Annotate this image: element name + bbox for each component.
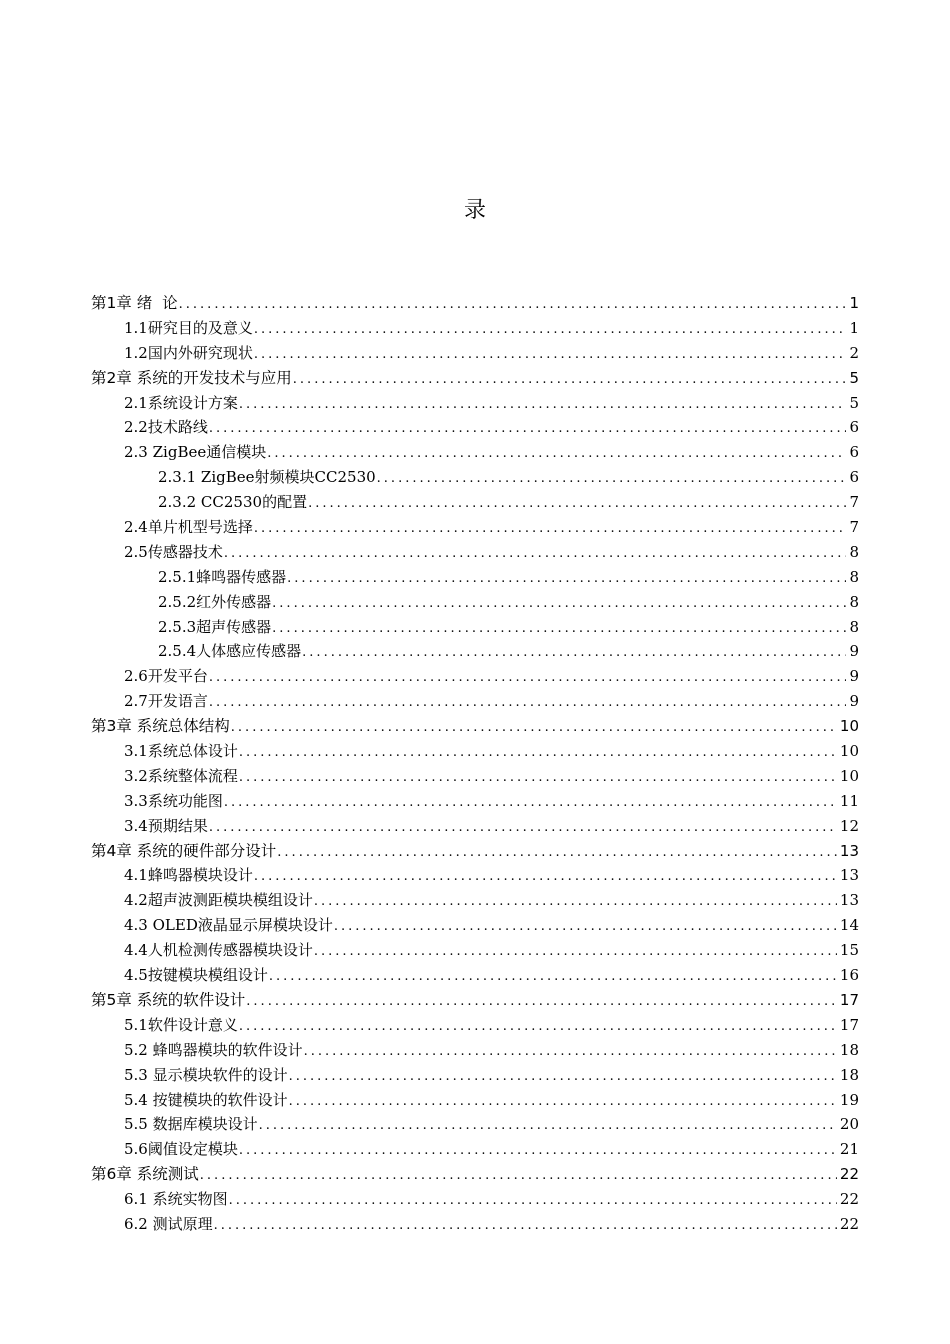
toc-entry-title: 4.3 OLED液晶显示屏模块设计	[124, 916, 333, 935]
toc-entry-title: 第2章 系统的开发技术与应用	[91, 368, 292, 387]
toc-dot-leader	[209, 417, 847, 440]
toc-dot-leader	[239, 393, 847, 416]
toc-page-number: 9	[849, 692, 859, 711]
toc-page-number: 13	[839, 841, 859, 860]
toc-section-entry[interactable]	[91, 540, 859, 565]
toc-entry-title: 4.2超声波测距模块模组设计	[124, 891, 313, 910]
toc-page-number: 6	[849, 418, 859, 437]
toc-chapter-entry[interactable]	[91, 366, 859, 391]
toc-section-entry[interactable]	[91, 1137, 859, 1162]
toc-dot-leader	[209, 666, 847, 689]
toc-entry-title: 第6章 系统测试	[91, 1165, 199, 1184]
toc-dot-leader	[239, 741, 837, 764]
toc-dot-leader	[254, 343, 847, 366]
toc-page-number: 10	[839, 766, 859, 785]
toc-section-entry[interactable]	[91, 440, 859, 465]
toc-section-entry[interactable]	[91, 341, 859, 366]
toc-page-number: 10	[839, 717, 859, 736]
toc-dot-leader	[209, 816, 837, 839]
toc-page-number: 17	[839, 1015, 859, 1034]
toc-page-number: 16	[839, 966, 859, 985]
toc-dot-leader	[214, 1214, 837, 1237]
toc-page-number: 1	[849, 318, 859, 337]
toc-page-number: 9	[849, 667, 859, 686]
toc-section-entry[interactable]	[91, 863, 859, 888]
toc-dot-leader	[239, 766, 837, 789]
toc-entry-title: 5.3 显示模块软件的设计	[124, 1065, 288, 1084]
toc-section-entry[interactable]	[91, 1187, 859, 1212]
toc-dot-leader	[239, 1015, 837, 1038]
toc-entry-title: 2.5.2红外传感器	[158, 592, 272, 611]
toc-section-entry[interactable]	[91, 1112, 859, 1137]
toc-dot-leader	[314, 890, 837, 913]
toc-section-entry[interactable]	[91, 639, 859, 664]
toc-entry-title: 2.3.2 CC2530的配置	[158, 493, 308, 512]
toc-entry-title: 2.6开发平台	[124, 667, 208, 686]
toc-dot-leader	[302, 641, 846, 664]
toc-page-number: 5	[849, 393, 859, 412]
toc-entry-title: 2.3 ZigBee通信模块	[124, 443, 267, 462]
toc-dot-leader	[289, 1090, 837, 1113]
toc-dot-leader	[308, 492, 846, 515]
toc-page-number: 13	[839, 866, 859, 885]
toc-section-entry[interactable]	[91, 1212, 859, 1237]
toc-dot-leader	[224, 791, 837, 814]
toc-section-entry[interactable]	[91, 764, 859, 789]
toc-page-number: 22	[839, 1214, 859, 1233]
toc-page-number: 5	[849, 368, 859, 387]
toc-section-entry[interactable]	[91, 938, 859, 963]
toc-chapter-entry[interactable]	[91, 988, 859, 1013]
toc-page-number: 21	[839, 1140, 859, 1159]
toc-entry-title: 3.4预期结果	[124, 816, 208, 835]
toc-dot-leader	[200, 1164, 837, 1187]
toc-page-number: 11	[839, 791, 859, 810]
toc-entry-title: 3.1系统总体设计	[124, 742, 238, 761]
toc-page-number: 19	[839, 1090, 859, 1109]
toc-page-number: 22	[839, 1165, 859, 1184]
toc-entry-title: 3.3系统功能图	[124, 791, 223, 810]
toc-entry-title: 4.5按键模块模组设计	[124, 966, 268, 985]
toc-section-entry[interactable]	[91, 1013, 859, 1038]
toc-section-entry[interactable]	[91, 739, 859, 764]
toc-section-entry[interactable]	[91, 963, 859, 988]
toc-dot-leader	[272, 617, 846, 640]
toc-section-entry[interactable]	[91, 391, 859, 416]
toc-dot-leader	[259, 1114, 837, 1137]
table-of-contents	[91, 291, 859, 1237]
toc-entry-title: 3.2系统整体流程	[124, 766, 238, 785]
toc-section-entry[interactable]	[91, 1088, 859, 1113]
toc-dot-leader	[304, 1040, 837, 1063]
toc-dot-leader	[277, 841, 837, 864]
toc-entry-title: 第5章 系统的软件设计	[91, 990, 246, 1009]
toc-entry-title: 2.7开发语言	[124, 692, 208, 711]
toc-entry-title: 2.2技术路线	[124, 418, 208, 437]
toc-entry-title: 2.4单片机型号选择	[124, 518, 253, 537]
toc-section-entry[interactable]	[91, 913, 859, 938]
toc-page-number: 8	[849, 617, 859, 636]
toc-dot-leader	[224, 542, 847, 565]
toc-dot-leader	[269, 965, 837, 988]
toc-dot-leader	[254, 865, 837, 888]
toc-page-number: 8	[849, 567, 859, 586]
toc-section-entry[interactable]	[91, 689, 859, 714]
toc-entry-title: 1.1研究目的及意义	[124, 318, 253, 337]
toc-page-number: 2	[849, 343, 859, 362]
toc-section-entry[interactable]	[91, 590, 859, 615]
toc-entry-title: 2.3.1 ZigBee射频模块CC2530	[158, 468, 376, 487]
toc-page-number: 1	[849, 294, 859, 312]
toc-entry-title: 5.1软件设计意义	[124, 1015, 238, 1034]
toc-entry-title: 2.5传感器技术	[124, 542, 223, 561]
toc-page-number: 6	[849, 443, 859, 462]
toc-page-number: 14	[839, 916, 859, 935]
toc-entry-title: 5.2 蜂鸣器模块的软件设计	[124, 1040, 303, 1059]
toc-dot-leader	[179, 293, 847, 316]
toc-chapter-entry[interactable]	[91, 291, 859, 316]
toc-entry-title: 第3章 系统总体结构	[91, 717, 230, 736]
toc-entry-title: 第4章 系统的硬件部分设计	[91, 841, 277, 860]
toc-dot-leader	[246, 990, 837, 1013]
toc-entry-title: 5.4 按键模块的软件设计	[124, 1090, 288, 1109]
toc-entry-title: 4.1蜂鸣器模块设计	[124, 866, 253, 885]
toc-chapter-entry[interactable]	[91, 1162, 859, 1187]
toc-page-number: 15	[839, 941, 859, 960]
toc-dot-leader	[254, 517, 847, 540]
toc-section-entry[interactable]	[91, 316, 859, 341]
toc-dot-leader	[254, 318, 847, 341]
toc-dot-leader	[314, 940, 837, 963]
toc-section-entry[interactable]	[91, 664, 859, 689]
toc-section-entry[interactable]	[91, 615, 859, 640]
toc-dot-leader	[209, 691, 847, 714]
toc-page-number: 13	[839, 891, 859, 910]
toc-entry-title: 5.6阈值设定模块	[124, 1140, 238, 1159]
toc-entry-title: 6.2 测试原理	[124, 1214, 213, 1233]
toc-section-entry[interactable]	[91, 565, 859, 590]
toc-page-number: 8	[849, 592, 859, 611]
toc-page-number: 8	[849, 542, 859, 561]
toc-entry-title: 6.1 系统实物图	[124, 1190, 228, 1209]
toc-page-number: 17	[839, 990, 859, 1009]
toc-page-number: 7	[849, 493, 859, 512]
toc-dot-leader	[272, 592, 846, 615]
toc-entry-title: 5.5 数据库模块设计	[124, 1115, 258, 1134]
toc-heading: 录	[463, 198, 486, 223]
toc-page-number: 22	[839, 1190, 859, 1209]
toc-section-entry[interactable]	[91, 1063, 859, 1088]
toc-section-entry[interactable]	[91, 465, 859, 490]
toc-dot-leader	[377, 467, 847, 490]
toc-section-entry[interactable]	[91, 888, 859, 913]
toc-dot-leader	[231, 716, 837, 739]
toc-entry-title: 4.4人机检测传感器模块设计	[124, 941, 313, 960]
toc-dot-leader	[229, 1189, 837, 1212]
toc-entry-title: 第1章 绪 论	[91, 294, 178, 312]
toc-section-entry[interactable]	[91, 515, 859, 540]
toc-dot-leader	[267, 442, 846, 465]
toc-page-number: 18	[839, 1065, 859, 1084]
toc-page-number: 18	[839, 1040, 859, 1059]
toc-chapter-entry[interactable]	[91, 714, 859, 739]
toc-dot-leader	[287, 567, 846, 590]
toc-entry-title: 2.5.1蜂鸣器传感器	[158, 567, 287, 586]
toc-entry-title: 1.2国内外研究现状	[124, 343, 253, 362]
toc-entry-title: 2.5.3超声传感器	[158, 617, 272, 636]
toc-section-entry[interactable]	[91, 789, 859, 814]
toc-section-entry[interactable]	[91, 1038, 859, 1063]
toc-dot-leader	[334, 915, 837, 938]
toc-page-number: 6	[849, 468, 859, 487]
toc-dot-leader	[239, 1139, 837, 1162]
toc-dot-leader	[293, 368, 847, 391]
toc-page-number: 12	[839, 816, 859, 835]
toc-chapter-entry[interactable]	[91, 839, 859, 864]
toc-page-number: 9	[849, 642, 859, 661]
toc-section-entry[interactable]	[91, 814, 859, 839]
toc-section-entry[interactable]	[91, 490, 859, 515]
toc-page-number: 20	[839, 1115, 859, 1134]
toc-entry-title: 2.5.4人体感应传感器	[158, 642, 302, 661]
toc-entry-title: 2.1系统设计方案	[124, 393, 238, 412]
toc-page-number: 7	[849, 518, 859, 537]
toc-dot-leader	[289, 1065, 837, 1088]
toc-page-number: 10	[839, 742, 859, 761]
toc-section-entry[interactable]	[91, 415, 859, 440]
